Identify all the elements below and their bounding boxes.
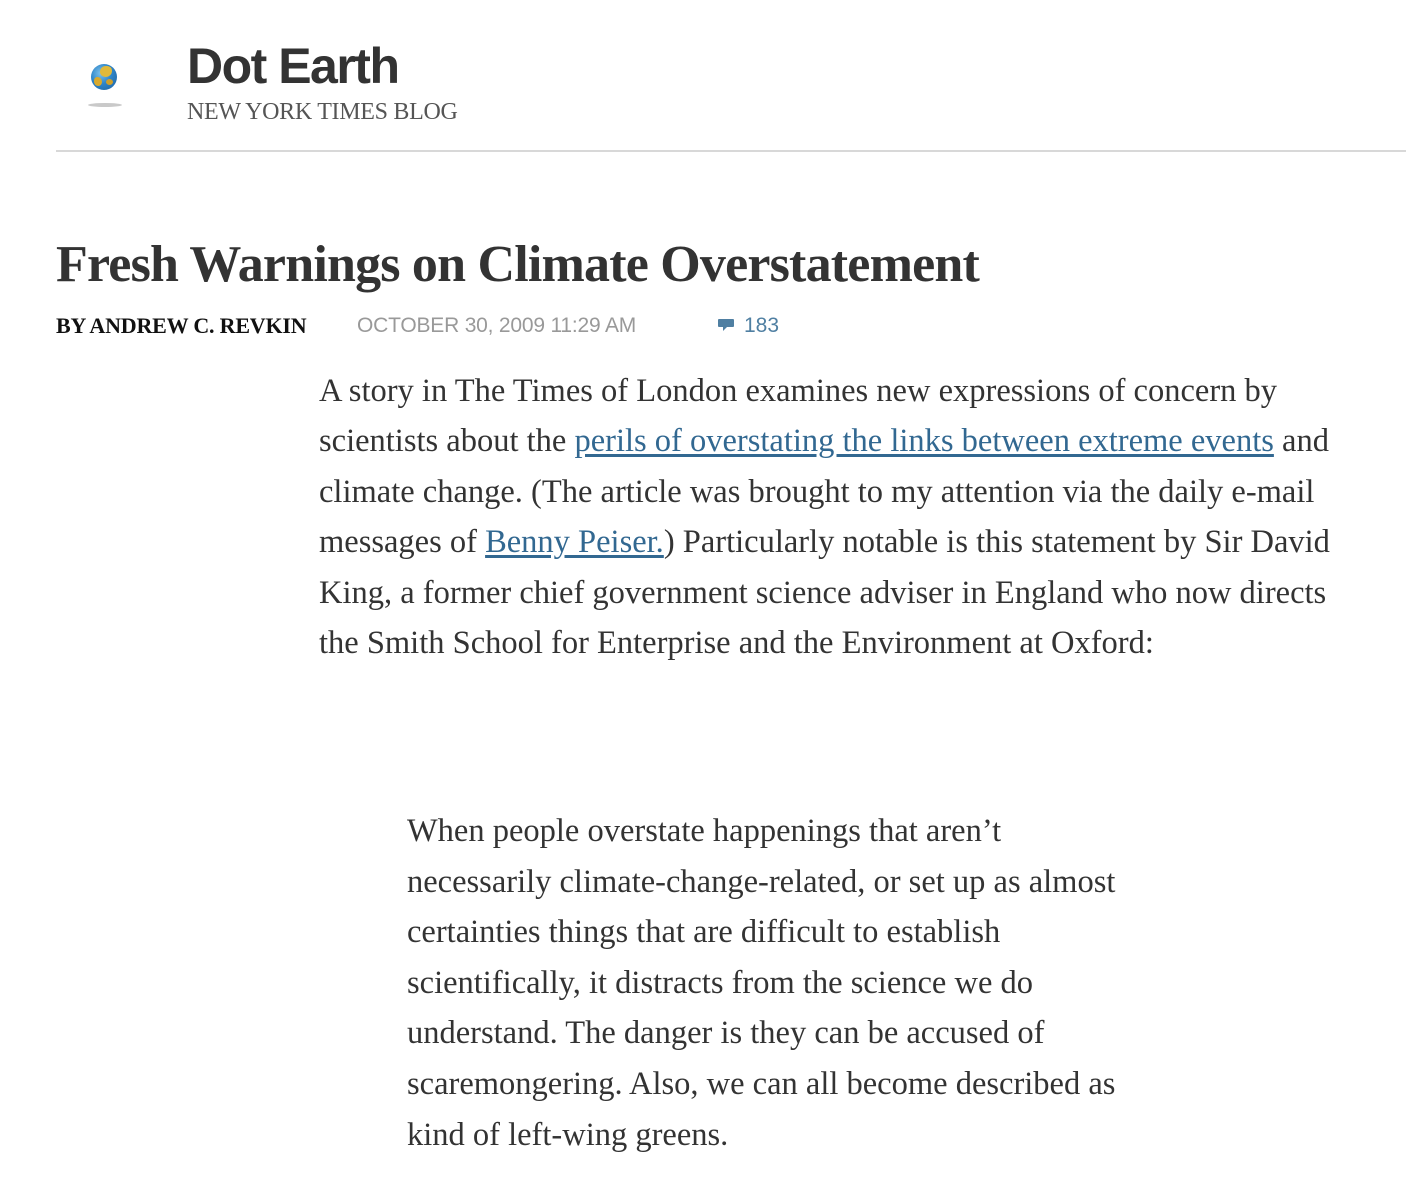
quote-line: certainties things that are difficult to establish [407,914,1001,951]
post-headline: Fresh Warnings on Climate Overstatement [56,236,980,293]
globe-shadow [88,103,122,107]
blog-masthead [0,0,1406,152]
perils-link[interactable]: perils of overstating the links between extreme events [574,423,1274,460]
benny-peiser-link[interactable]: Benny Peiser. [485,524,664,561]
quote-line: kind of left-wing greens. [407,1116,729,1153]
paragraph-text: A story in The Times of London examines new expressions of concern by scientists about the [319,373,1278,460]
quote-block [407,806,1287,1160]
comment-bubble-icon [718,319,734,331]
blog-title-link[interactable]: Dot Earth [187,38,399,94]
post-date: OCTOBER 30, 2009 11:29 AM [357,314,637,337]
paragraph-text: and climate change. (The article was brought to my attention via the daily e-mail messages of [319,423,1329,561]
comment-count[interactable]: 183 [744,314,780,337]
blog-logo-link[interactable] [86,62,126,112]
quote-line: When people overstate happenings that aren’t [407,813,1002,849]
blog-subtitle: NEW YORK TIMES BLOG [187,99,458,125]
article-paragraph [319,366,1349,668]
quote-line: understand. The danger is they can be accused of [407,1015,1045,1052]
paragraph-text: ) Particularly notable is this statement by Sir David King, a former chief government science adviser in England who now directs the Smith School for Enterprise and the Environment at Oxford: [319,524,1330,662]
article-body [319,366,1349,668]
quote-line: necessarily climate-change-related, or set up as almost [407,863,1116,900]
byline-author: BY ANDREW C. REVKIN [56,313,307,338]
quote-line: scientifically, it distracts from the science we do [407,964,1034,1001]
masthead-divider [56,150,1406,152]
quote-line: scaremongering. Also, we can all become described as [407,1065,1116,1102]
globe-icon [91,64,117,90]
